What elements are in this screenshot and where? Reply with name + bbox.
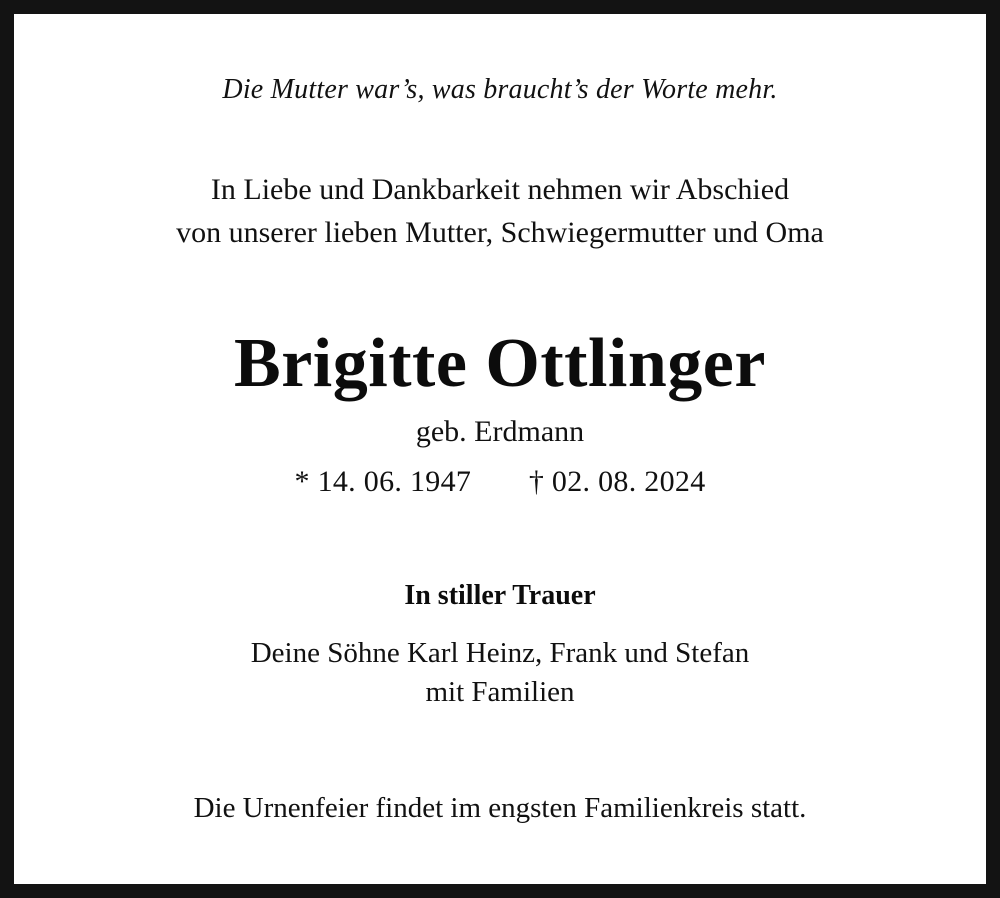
death-date: † 02. 08. 2024	[528, 464, 706, 498]
maiden-name: geb. Erdmann	[415, 414, 585, 448]
intro-line-1: In Liebe und Dankbarkeit nehmen wir Abschied	[210, 173, 790, 206]
intro-text	[74, 169, 926, 254]
deceased-name: Brigitte Ottlinger	[234, 325, 766, 403]
mourners-line-1: Deine Söhne Karl Heinz, Frank und Stefan	[250, 636, 750, 669]
motto-text: Die Mutter war’s, was braucht’s der Worte mehr.	[222, 74, 778, 105]
mourners-text	[74, 634, 926, 712]
intro-line-2: von unserer lieben Mutter, Schwiegermutter und Oma	[176, 215, 824, 249]
mourning-title: In stiller Trauer	[404, 579, 596, 611]
mourners-line-2: mit Familien	[425, 675, 575, 708]
obituary-content	[14, 14, 986, 852]
birth-date: * 14. 06. 1947	[294, 464, 472, 498]
life-dates	[74, 464, 926, 500]
closing-text: Die Urnenfeier findet im engsten Familienkreis statt.	[193, 791, 807, 824]
